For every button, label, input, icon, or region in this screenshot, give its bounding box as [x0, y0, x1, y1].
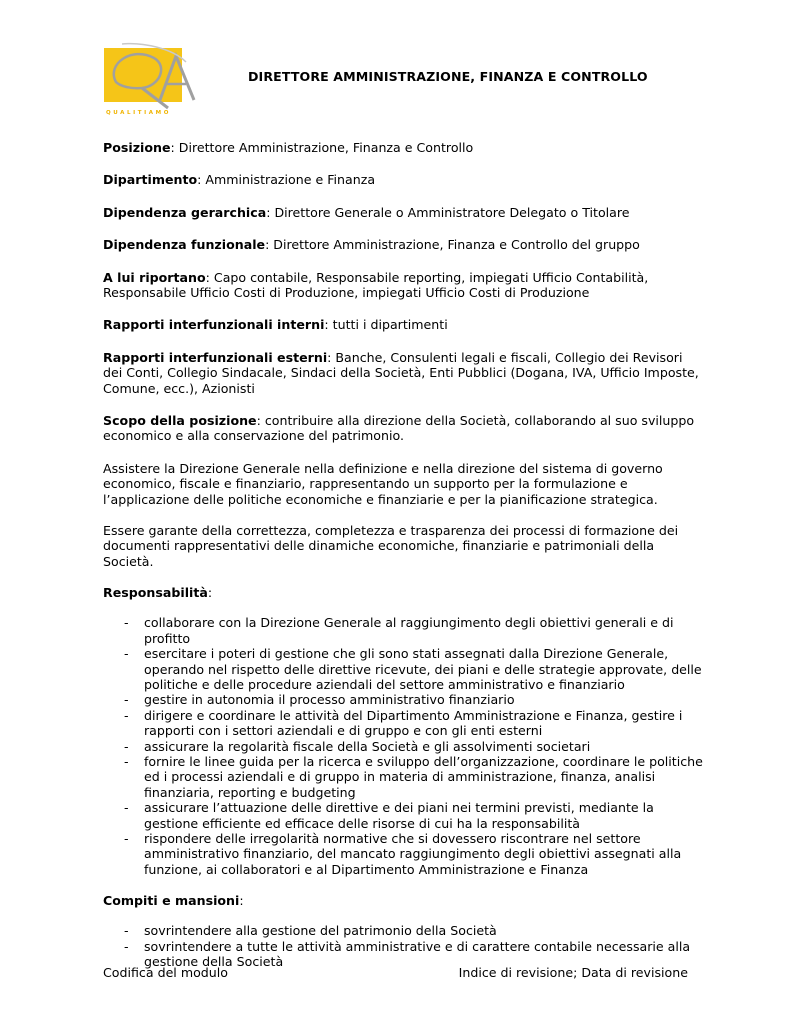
field-value: : contribuire alla direzione della Società, collaborando al suo sviluppo economico e alla conservazione del patrimonio. [103, 413, 695, 444]
field-label: Dipendenza funzionale [103, 237, 266, 253]
list-item [103, 923, 703, 938]
dash-bullet: - [124, 692, 129, 708]
list-item-text: assicurare la regolarità fiscale della Società e gli assolvimenti societari [144, 738, 591, 754]
field-value: : Direttore Amministrazione, Finanza e Controllo del gruppo [265, 237, 640, 253]
paragraph-assistere: Assistere la Direzione Generale nella definizione e nella direzione del sistema di governo economico, fiscale e finanziario, rappresentando un supporto per la formulazione e l’applicazione delle politiche economiche e finanziarie e per la pianificazione strategica. [103, 460, 663, 507]
list-item [103, 754, 703, 800]
field-posizione [103, 140, 703, 155]
list-item [103, 831, 703, 877]
field-value: : Capo contabile, Responsabile reporting, impiegati Ufficio Contabilità, Responsabile Ufficio Costi di Produzione, impiegati Ufficio Costi di Produzione [103, 269, 649, 301]
list-item-text: rispondere delle irregolarità normative che si dovessero riscontrare nel settore amministrativo finanziario, del mancato raggiungimento degli obiettivi assegnati alla funzione, ai collaboratori e al Dipartimento Amministrazione e Finanza [144, 831, 682, 877]
list-item [103, 615, 703, 646]
compiti-list [103, 923, 703, 969]
list-item-text: collaborare con la Direzione Generale al raggiungimento degli obiettivi generali e di profitto [144, 615, 674, 646]
section-title-responsabilita [103, 585, 703, 600]
section-title-compiti [103, 893, 703, 908]
field-a-lui-riportano [103, 270, 703, 301]
list-item-text: fornire le linee guida per la ricerca e sviluppo dell’organizzazione, coordinare le politiche ed i processi aziendali e di gruppo in materia di amministrazione, finanza, analisi finanziaria, reporting e budgeting [144, 753, 703, 800]
list-item [103, 692, 703, 707]
section-title-colon: : [207, 584, 213, 600]
field-label: Posizione [103, 140, 171, 155]
field-dipendenza-gerarchica [103, 205, 703, 220]
dash-bullet: - [124, 938, 129, 954]
list-item-text: sovrintendere a tutte le attività amministrative e di carattere contabile necessarie alla gestione della Società [144, 938, 691, 970]
dash-bullet: - [124, 646, 129, 662]
field-value: : Banche, Consulenti legali e fiscali, Collegio dei Revisori dei Conti, Collegio Sindacale, Sindaci della Società, Enti Pubblici (Dogana, IVA, Ufficio Imposte, Comune, ecc.), Azionisti [103, 349, 699, 396]
list-item-text: dirigere e coordinare le attività del Dipartimento Amministrazione e Finanza, gestire i rapporti con i settori aziendali e di gruppo e con gli enti esterni [144, 707, 683, 739]
field-label: Dipendenza gerarchica [103, 204, 267, 220]
dash-bullet: - [124, 707, 129, 723]
list-item [103, 708, 703, 739]
dash-bullet: - [124, 831, 129, 846]
document-body [103, 140, 703, 985]
field-rapporti-interni [103, 317, 703, 332]
footer-revision: Indice di revisione; Data di revisione [458, 965, 688, 980]
field-value: : Amministrazione e Finanza [197, 172, 376, 188]
responsabilita-list [103, 615, 703, 877]
list-item [103, 739, 703, 754]
field-scopo-posizione [103, 413, 703, 444]
company-logo [102, 42, 198, 116]
list-item-text: assicurare l’attuazione delle direttive e dei piani nei termini previsti, mediante la gestione efficiente ed efficace delle risorse di cui ha la responsabilità [144, 800, 654, 831]
field-label: Rapporti interfunzionali esterni [103, 349, 328, 365]
list-item-text: gestire in autonomia il processo amministrativo finanziario [144, 692, 515, 708]
list-item-text: esercitare i poteri di gestione che gli sono stati assegnati dalla Direzione Generale, operando nel rispetto delle direttive ricevute, dei piani e delle strategie approvate, delle politiche e delle procedure aziendali del settore amministrativo e finanziario [144, 646, 702, 692]
field-label: Scopo della posizione [103, 413, 257, 429]
field-dipendenza-funzionale [103, 237, 703, 252]
paragraph-garante: Essere garante della correttezza, completezza e trasparenza dei processi di formazione dei documenti rappresentativi delle dinamiche economiche, finanziarie e patrimoniali della Società. [103, 522, 679, 569]
list-item [103, 800, 703, 831]
section-title-text: Compiti e mansioni [103, 893, 240, 909]
field-value: : tutti i dipartimenti [324, 317, 448, 333]
field-value: : Direttore Amministrazione, Finanza e Controllo [170, 140, 474, 155]
field-label: Dipartimento [103, 172, 198, 188]
dash-bullet: - [124, 923, 129, 939]
document-title: DIRETTORE AMMINISTRAZIONE, FINANZA E CONTROLLO [248, 69, 648, 84]
field-dipartimento [103, 172, 703, 187]
section-title-text: Responsabilità [103, 584, 208, 600]
dash-bullet: - [124, 800, 129, 816]
field-rapporti-esterni [103, 350, 703, 396]
list-item [103, 646, 703, 692]
field-label: Rapporti interfunzionali interni [103, 317, 325, 333]
footer-module-code: Codifica del modulo [103, 965, 228, 980]
dash-bullet: - [124, 753, 129, 769]
logo-brand-text: QUALITIAMO [106, 110, 171, 116]
field-label: A lui riportano [103, 269, 206, 285]
field-value: : Direttore Generale o Amministratore Delegato o Titolare [266, 204, 630, 220]
list-item-text: sovrintendere alla gestione del patrimonio della Società [144, 923, 497, 939]
dash-bullet: - [124, 738, 129, 754]
section-title-colon: : [239, 893, 244, 909]
dash-bullet: - [124, 615, 129, 631]
